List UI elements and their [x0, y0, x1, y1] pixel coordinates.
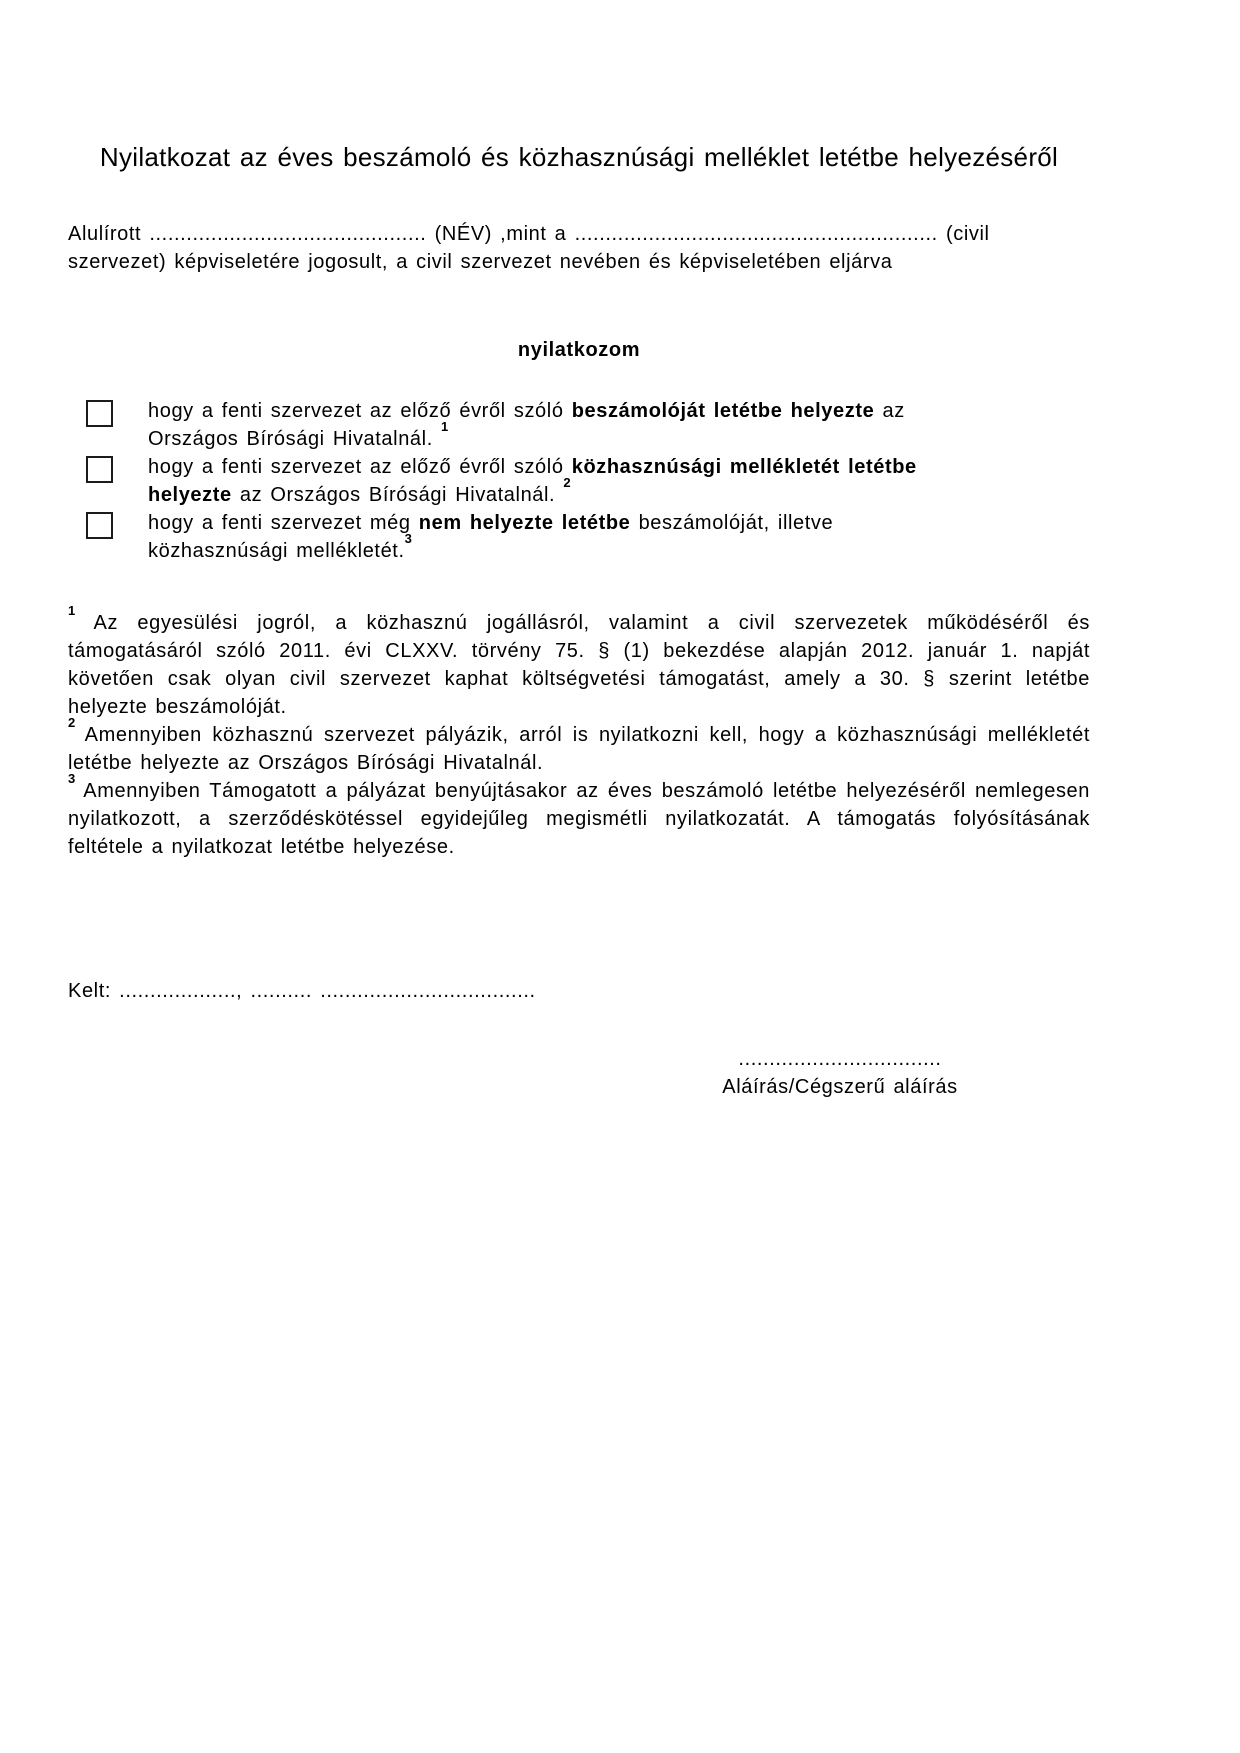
signature-dotted-line: .................................	[738, 1048, 942, 1070]
signature-label: Aláírás/Cégszerű aláírás	[722, 1076, 958, 1098]
checkbox[interactable]	[86, 512, 113, 539]
footnote-1: $^1$ Az egyesülési jogról, a közhasznú jogállásról, valamint a civil szervezetek működéséről és támogatásáról szóló 2011. évi CLXXV. törvény 75. § (1) bekezdése alapján 2012. január 1. napját követően csak olyan civil szervezet kaphat költségvetési támogatást, amely a 30. § szerint letétbe helyezte beszámolóját.	[68, 603, 1090, 718]
signature-block	[670, 1045, 1010, 1101]
footnotes-section	[68, 603, 1090, 861]
checkbox-item-text: hogy a fenti szervezet az előző évről szóló közhasznúsági mellékletét letétbe helyezte az Országos Bírósági Hivatalnál. $^2$	[148, 456, 917, 506]
footnote-3: $^3$ Amennyiben Támogatott a pályázat benyújtásakor az éves beszámoló letétbe helyezéséről nemlegesen nyilatkozott, a szerződéskötéssel egyidejűleg megismétli nyilatkozatát. A támogatás folyósításának feltétele a nyilatkozat letétbe helyezése.	[68, 771, 1090, 858]
document-title: Nyilatkozat az éves beszámoló és közhasznúsági melléklet letétbe helyezéséről	[99, 142, 1059, 172]
checkbox[interactable]	[86, 456, 113, 483]
declaration-word: nyilatkozom	[517, 339, 641, 361]
intro-paragraph: Alulírott ............................................. (NÉV) ,mint a ........................................................... (civil szervezet) képviseletére jogosult, a civil szervezet nevében és képviseletében eljárva	[68, 223, 990, 273]
checkbox-item-text: hogy a fenti szervezet az előző évről szóló beszámolóját letétbe helyezte az Országos Bírósági Hivatalnál. $^1$	[148, 400, 905, 450]
checkbox-item	[68, 397, 1090, 453]
date-line: Kelt: ..................., .......... ...................................	[68, 980, 536, 1002]
checkbox-item-text: hogy a fenti szervezet még nem helyezte letétbe beszámolóját, illetve közhasznúsági mellékletét.$^3$	[148, 512, 834, 562]
footnote-2: $^2$ Amennyiben közhasznú szervezet pályázik, arról is nyilatkozni kell, hogy a közhasznúsági mellékletét letétbe helyezte az Országos Bírósági Hivatalnál.	[68, 715, 1090, 774]
checkbox-list	[68, 397, 1090, 565]
checkbox-item	[68, 509, 1090, 565]
checkbox-item	[68, 453, 1090, 509]
checkbox[interactable]	[86, 400, 113, 427]
